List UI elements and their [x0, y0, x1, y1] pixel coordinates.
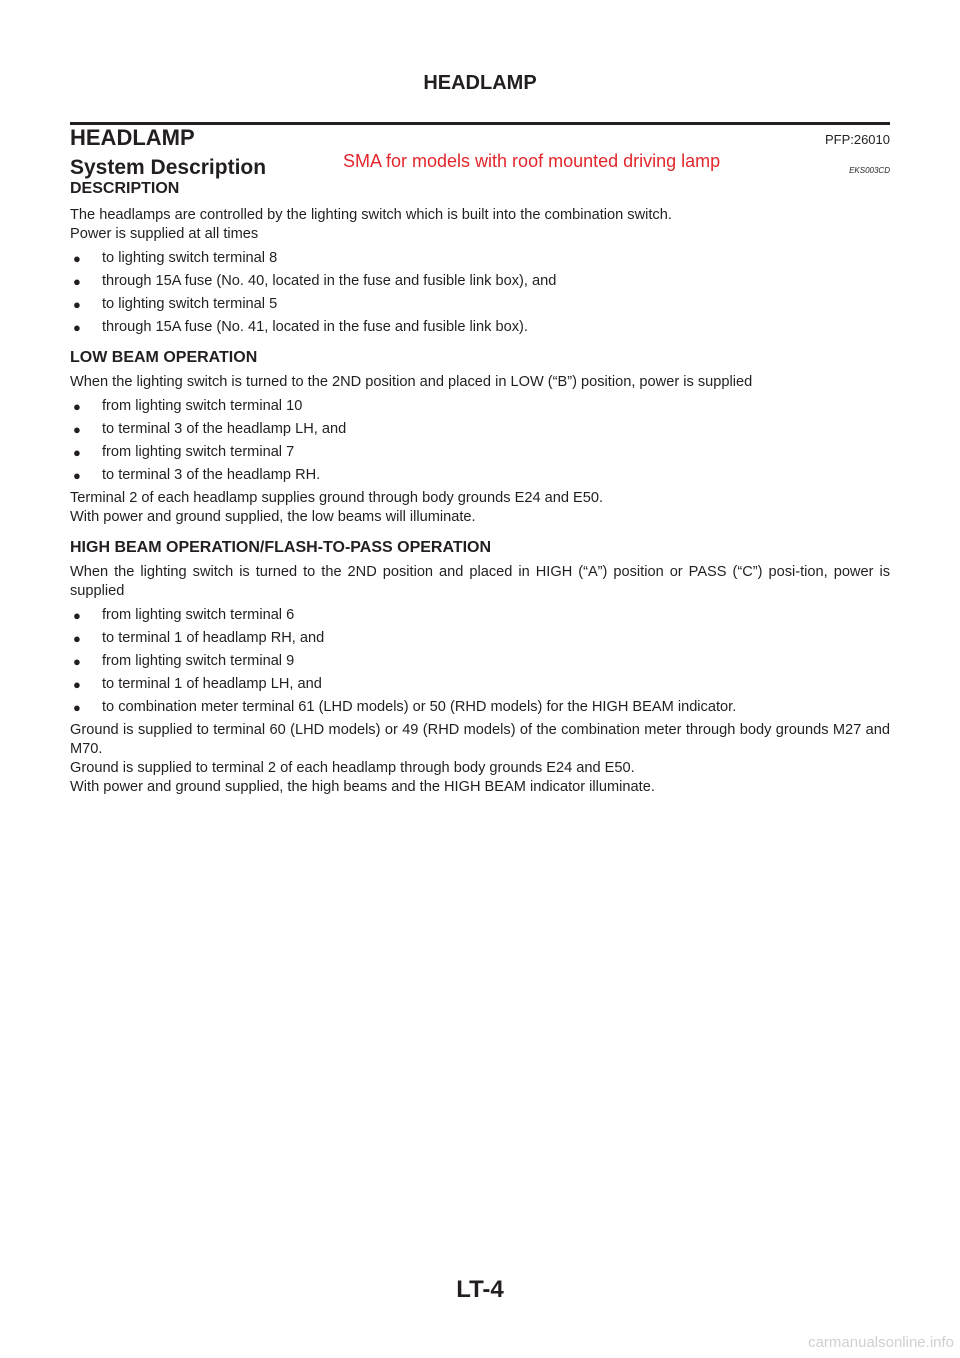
description-text: Power is supplied at all times: [70, 226, 259, 242]
list-item: ● from lighting switch terminal 10: [73, 398, 303, 414]
bullet-icon: ●: [73, 251, 81, 266]
bullet-icon: ●: [73, 631, 81, 646]
list-item: ● to terminal 1 of headlamp LH, and: [73, 676, 322, 692]
subsection-title: System Description: [70, 156, 267, 179]
bullet-icon: ●: [73, 274, 81, 289]
watermark: carmanualsonline.info: [808, 1334, 954, 1351]
high-beam-intro: When the lighting switch is turned to the 2ND position and placed in HIGH (“A”) position or PASS (“C”) posi-tion, power is supplied: [70, 564, 890, 599]
list-item: ● to terminal 3 of the headlamp RH.: [73, 467, 321, 483]
list-item: ● to combination meter terminal 61 (LHD models) or 50 (RHD models) for the HIGH BEAM indicator.: [73, 699, 737, 715]
list-item: ● through 15A fuse (No. 40, located in the fuse and fusible link box), and: [73, 273, 557, 289]
bullet-icon: ●: [73, 677, 81, 692]
bullet-icon: ●: [73, 399, 81, 414]
list-item: ● to lighting switch terminal 8: [73, 250, 278, 266]
page-number: LT-4: [456, 1276, 504, 1303]
bullet-icon: ●: [73, 700, 81, 715]
description-list: [70, 249, 890, 337]
high-beam-text: Ground is supplied to terminal 2 of each headlamp through body grounds E24 and E50.: [70, 760, 635, 776]
description-heading: DESCRIPTION: [70, 180, 180, 197]
high-beam-text: Ground is supplied to terminal 60 (LHD models) or 49 (RHD models) of the combination meter through body grounds M27 and M70.: [70, 722, 890, 757]
low-beam-heading: LOW BEAM OPERATION: [70, 349, 258, 366]
list-item: ● to lighting switch terminal 5: [73, 296, 278, 312]
low-beam-list: [70, 397, 890, 485]
section-title: HEADLAMP: [70, 125, 195, 150]
low-beam-text: With power and ground supplied, the low beams will illuminate.: [70, 509, 476, 525]
list-item: ● to terminal 3 of the headlamp LH, and: [73, 421, 347, 437]
bullet-icon: ●: [73, 608, 81, 623]
page-body: [70, 179, 890, 801]
low-beam-intro: When the lighting switch is turned to the 2ND position and placed in LOW (“B”) position, power is supplied: [70, 374, 753, 390]
part-code: PFP:26010: [824, 132, 890, 147]
bullet-icon: ●: [73, 468, 81, 483]
high-beam-list: [70, 606, 890, 717]
reference-code: EKS003CD: [849, 166, 890, 175]
list-item: ● through 15A fuse (No. 41, located in the fuse and fusible link box).: [73, 319, 528, 335]
model-note: SMA for models with roof mounted driving lamp: [343, 151, 721, 171]
bullet-icon: ●: [73, 445, 81, 460]
list-item: ● from lighting switch terminal 6: [73, 607, 295, 623]
bullet-icon: ●: [73, 297, 81, 312]
list-item: ● from lighting switch terminal 7: [73, 444, 295, 460]
list-item: ● to terminal 1 of headlamp RH, and: [73, 630, 325, 646]
bullet-icon: ●: [73, 654, 81, 669]
running-header: HEADLAMP: [423, 72, 537, 94]
description-text: The headlamps are controlled by the lighting switch which is built into the combination switch.: [70, 207, 672, 223]
high-beam-heading: HIGH BEAM OPERATION/FLASH-TO-PASS OPERATION: [70, 539, 492, 556]
bullet-icon: ●: [73, 320, 81, 335]
list-item: ● from lighting switch terminal 9: [73, 653, 295, 669]
low-beam-text: Terminal 2 of each headlamp supplies ground through body grounds E24 and E50.: [70, 490, 604, 506]
high-beam-text: With power and ground supplied, the high beams and the HIGH BEAM indicator illuminate.: [70, 779, 655, 795]
bullet-icon: ●: [73, 422, 81, 437]
